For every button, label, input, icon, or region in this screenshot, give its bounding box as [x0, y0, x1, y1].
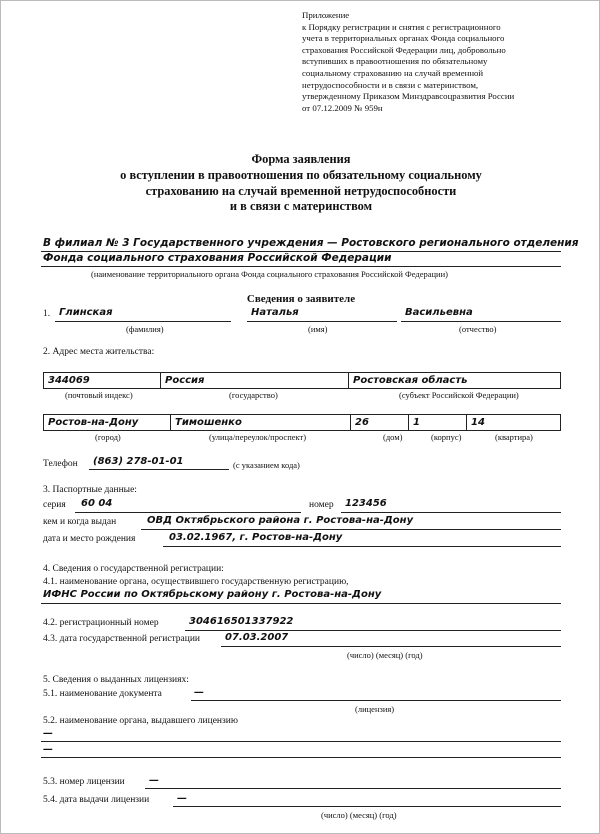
patronymic-field[interactable]: Васильевна	[405, 307, 473, 318]
city-field[interactable]: Ростов-на-Дону	[44, 415, 171, 431]
address-heading: 2. Адрес места жительства:	[43, 347, 155, 357]
license-date-caption: (число) (месяц) (год)	[321, 810, 397, 820]
surname-field[interactable]: Глинская	[59, 307, 113, 318]
license-number-label: 5.3. номер лицензии	[43, 777, 125, 787]
license-issuer-underline-1	[41, 741, 561, 742]
license-doc-caption: (лицензия)	[355, 704, 395, 714]
patronymic-caption: (отчество)	[459, 324, 497, 334]
appendix-line: вступивших в правоотношения по обязательному	[302, 56, 488, 67]
licenses-heading: 5. Сведения о выданных лицензиях:	[43, 675, 189, 685]
building-field[interactable]: 1	[409, 415, 467, 431]
country-field[interactable]: Россия	[161, 373, 349, 389]
applicant-heading: Сведения о заявителе	[246, 293, 356, 305]
appendix-line: утвержденному Приказом Минздравсоцразвития России	[302, 91, 515, 102]
issued-field[interactable]: ОВД Октябрьского района г. Ростова-на-Дону	[147, 515, 414, 526]
name-caption: (имя)	[308, 324, 328, 334]
issued-underline	[141, 529, 561, 530]
city-caption: (город)	[95, 432, 121, 442]
title-line: о вступлении в правоотношения по обязательному социальному	[120, 167, 482, 182]
country-caption: (государство)	[229, 390, 278, 400]
issued-label: кем и когда выдан	[43, 517, 117, 527]
license-number-field[interactable]: —	[149, 775, 159, 786]
registration-heading: 4. Сведения о государственной регистрации:	[43, 564, 224, 574]
series-field[interactable]: 60 04	[81, 498, 113, 509]
passport-heading: 3. Паспортные данные:	[43, 485, 137, 495]
recipient-underline-2	[41, 266, 561, 267]
title-line: страхованию на случай временной нетрудоспособности	[145, 183, 457, 198]
recipient-caption: (наименование территориального органа Фонда социального страхования Российской Федерации)	[91, 269, 448, 279]
passport-number-label: номер	[309, 500, 334, 510]
license-issuer-field-2[interactable]: —	[43, 744, 53, 755]
flat-caption: (квартира)	[495, 432, 533, 442]
surname-caption: (фамилия)	[126, 324, 164, 334]
regnum-label: 4.2. регистрационный номер	[43, 618, 159, 628]
regnum-field[interactable]: 304616501337922	[189, 616, 294, 627]
region-caption: (субъект Российской Федерации)	[399, 390, 519, 400]
passport-number-field[interactable]: 123456	[345, 498, 387, 509]
street-field[interactable]: Тимошенко	[171, 415, 351, 431]
recipient-line-1[interactable]: В филиал № 3 Государственного учреждения — Ростовского регионального отделения	[43, 237, 579, 249]
address-row-1	[43, 372, 561, 389]
license-issuer-label: 5.2. наименование органа, выдавшего лицензию	[43, 716, 238, 726]
name-underline	[247, 321, 397, 322]
birth-field[interactable]: 03.02.1967, г. Ростов-на-Дону	[169, 532, 343, 543]
postcode-field[interactable]: 344069	[44, 373, 161, 389]
phone-caption: (с указанием кода)	[233, 460, 300, 470]
regnum-underline	[185, 630, 561, 631]
series-underline	[75, 512, 301, 513]
applicant-number: 1.	[43, 309, 51, 319]
license-issuer-underline-2	[41, 757, 561, 758]
house-caption: (дом)	[383, 432, 403, 442]
appendix-line: к Порядку регистрации и снятия с регистрационного	[302, 21, 501, 32]
appendix-line: социальному страхованию на случай временной	[302, 67, 484, 78]
name-field[interactable]: Наталья	[251, 307, 299, 318]
regdate-underline	[221, 646, 561, 647]
birth-underline	[163, 546, 561, 547]
birth-label: дата и место рождения	[43, 534, 136, 544]
appendix-line: учета в территориальных органах Фонда социального	[302, 33, 505, 44]
registration-organ-field[interactable]: ИФНС России по Октябрьскому району г. Ростова-на-Дону	[43, 589, 382, 600]
passport-number-underline	[341, 512, 561, 513]
appendix-line: от 07.12.2009 № 959н	[302, 102, 383, 113]
regdate-field[interactable]: 07.03.2007	[225, 632, 289, 643]
license-date-label: 5.4. дата выдачи лицензии	[43, 795, 150, 805]
license-issuer-field-1[interactable]: —	[43, 728, 53, 739]
postcode-caption: (почтовый индекс)	[65, 390, 133, 400]
title-line: Форма заявления	[251, 152, 351, 166]
appendix-line: нетрудоспособности и в связи с материнством,	[302, 79, 479, 90]
license-doc-field[interactable]: —	[194, 687, 204, 698]
recipient-line-2[interactable]: Фонда социального страхования Российской Федерации	[43, 252, 392, 264]
regdate-caption: (число) (месяц) (год)	[347, 650, 423, 660]
regdate-label: 4.3. дата государственной регистрации	[43, 634, 201, 644]
house-field[interactable]: 26	[351, 415, 409, 431]
street-caption: (улица/переулок/проспект)	[209, 432, 307, 442]
license-doc-underline	[191, 700, 561, 701]
appendix-note	[302, 10, 572, 114]
series-label: серия	[43, 500, 66, 510]
surname-underline	[55, 321, 231, 322]
region-field[interactable]: Ростовская область	[349, 373, 561, 389]
registration-organ-underline	[41, 603, 561, 604]
appendix-line: Приложение	[302, 10, 350, 20]
form-title	[1, 152, 600, 215]
building-caption: (корпус)	[431, 432, 462, 442]
flat-field[interactable]: 14	[467, 415, 561, 431]
address-row-2	[43, 414, 561, 431]
appendix-line: страхования Российской Федерации лиц, добровольно	[302, 44, 506, 55]
license-date-underline	[173, 806, 561, 807]
license-date-field[interactable]: —	[177, 793, 187, 804]
phone-field[interactable]: (863) 278-01-01	[93, 456, 184, 467]
phone-underline	[89, 469, 229, 470]
title-line: и в связи с материнством	[229, 199, 373, 214]
phone-label: Телефон	[43, 459, 78, 469]
registration-organ-label: 4.1. наименование органа, осуществившего государственную регистрацию,	[43, 577, 349, 587]
license-number-underline	[145, 788, 561, 789]
license-doc-label: 5.1. наименование документа	[43, 689, 162, 699]
patronymic-underline	[401, 321, 561, 322]
